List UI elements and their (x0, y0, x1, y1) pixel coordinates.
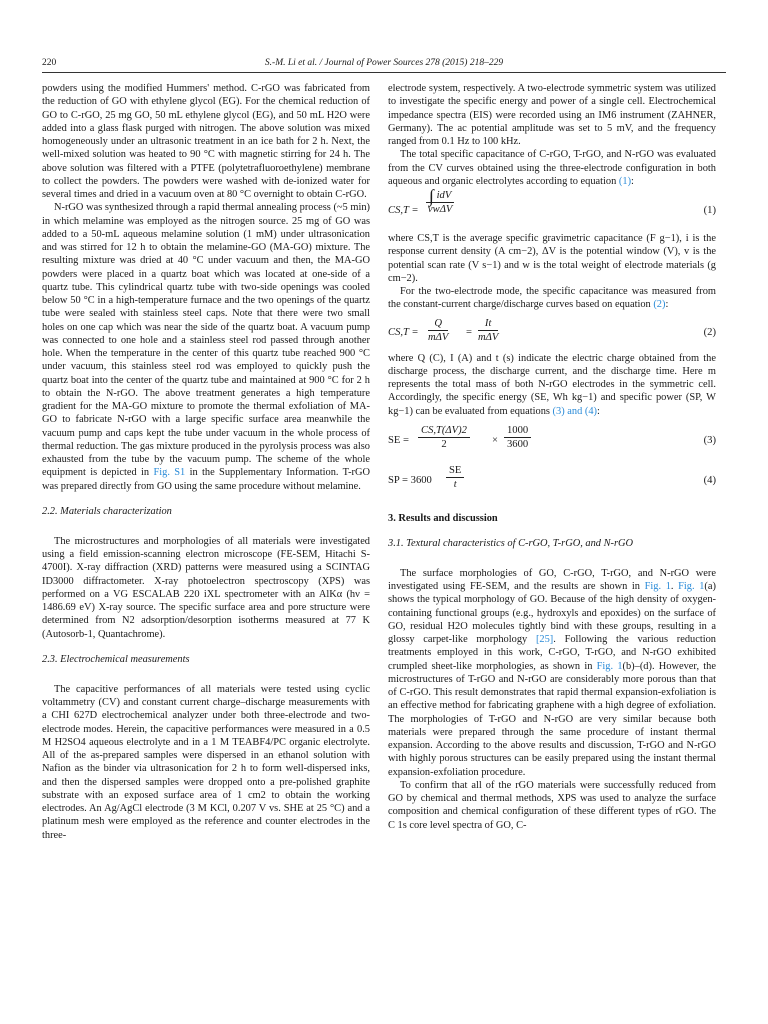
paragraph-text: The total specific capacitance of C-rGO, T-rGO, and N-rGO was evaluated from the CV curves obtained using the three-electrode configuration in both aqueous and organic electrolytes according to equation (388, 149, 716, 187)
equations-3-4-link[interactable]: (3) and (4) (552, 405, 597, 417)
equation-fraction (446, 465, 464, 491)
equation-fraction (504, 425, 531, 451)
paragraph-morphology: The surface morphologies of GO, C-rGO, T-rGO, and N-rGO were investigated using FE-SEM, and the results are shown in Fig. 1. Fig. 1(a) shows the typical morphology of GO. Because of the high density of oxygen-containing functional groups (e.g., hydroxyls and epoxides) on the surface of GO, residual H2O molecules tightly bind with these groups, resulting in a glossy carpet-like morphology [25]. Following the various reduction treatments employed in this work, C-rGO, T-rGO, and N-rGO exhibited crumpled sheet-like morphologies, as shown in Fig. 1(b)–(d). However, the microstructures of T-rGO and N-rGO are considerably more porous than that of C-rGO. This result demonstrates that rapid thermal expansion-exfoliation is an effective method for fabricating graphene with a high degree of exfoliation. The morphologies of T-rGO and N-rGO are very similar because both materials were prepared through the same procedure of instant thermal expansion. According to the above results and discussion, T-rGO and N-rGO with highly porous structures can be easily prepared using the instant thermal expansion-exfoliation procedure. (388, 567, 716, 778)
paragraph-text: : (665, 299, 669, 311)
section-heading-2-3: 2.3. Electrochemical measurements (42, 653, 190, 665)
equation-number: (3) (703, 434, 716, 446)
equation-number: (1) (703, 205, 716, 216)
paragraph-characterization: The microstructures and morphologies of all materials were investigated using a field emission-scanning electron microscope (FE-SEM, Hitachi S-4700I). X-ray diffraction (XRD) patterns were measured using a SCINTAG ID3000 diffractometer. X-ray photoelectron spectroscopy (XPS) was performed on a VG ESCALAB 220 iXL spectrometer with an AlKα (hν = 1486.69 eV) X-ray source. The specific surface area and pore structure were determined from N2 adsorption/desorption isotherms measured at 77 K (Autosorb-1, Quantachrome). (42, 535, 370, 640)
equation-denominator: vwΔV (427, 204, 453, 215)
equation-numerator: CS,T(ΔV)2 (418, 425, 470, 438)
equation-2-link[interactable]: (2) (653, 299, 666, 311)
left-column (42, 82, 370, 842)
paragraph-capacitance (388, 148, 716, 188)
equation-1 (388, 188, 716, 232)
equation-denominator: 3600 (507, 438, 529, 450)
paragraph-two-electrode: electrode system, respectively. A two-electrode symmetric system was utilized to investigate the specific energy and power of a single cell. Electrochemical impedance spectra (EIS) were recorded using an IM6 instrument (ZAHNER, Germany). The ac potential amplitude was set to 5 mV, and the frequency ranged from 0.1 Hz to 100 kHz. (388, 83, 716, 147)
equation-denominator: mΔV (478, 331, 499, 343)
paragraph-electrochemical: The capacitive performances of all materials were tested using cyclic voltammetry (CV) and constant current charge–discharge measurements with a CHI 627D electrochemical analyzer under both three-electrode and two-electrode modes. Herein, the capacitive performances were measured in a 0.5 M H2SO4 aqueous electrolyte and in a 1 M TEABF4/PC organic electrolyte. All of the as-prepared samples were dispersed in an ethanol solution with Nafion as the binder via ultrasonication for 2 h to form well-dispersed inks, and then the dispersed samples were dropped onto a pre-polished graphite substrate with an exposed surface area of 1 cm2 to obtain the working electrodes. An Ag/AgCl electrode (3 M KCl, 0.207 V vs. SHE at 25 °C) and a platinum mesh were employed as the reference and counter electrodes in the three- (42, 683, 370, 841)
equation-numerator: SE (446, 465, 464, 478)
section-heading-3: 3. Results and discussion (388, 512, 498, 524)
paragraph-text: where Q (C), I (A) and t (s) indicate the electric charge obtained from the discharge process, the discharge current, and the discharge time. Here m represents the total mass of both N-rGO electrodes in the symmetric cell. Accordingly, the specific energy (SE, Wh kg−1) and specific power (SP, W kg−1) can be evaluated from equations (388, 352, 716, 417)
paragraph-variable-definitions: where CS,T is the average specific gravimetric capacitance (F g−1), i is the response current density (A cm−2), ΔV is the potential window (V), v is the potential scan rate (V s−1) and w is the total weight of electrode materials (g cm−2). (388, 233, 716, 284)
paragraph-two-electrode-mode (388, 285, 716, 312)
equation-1-link[interactable]: (1) (618, 175, 632, 187)
equation-4 (388, 460, 716, 500)
fig-1-link[interactable]: Fig. 1 (644, 581, 671, 592)
paragraph-text: For the two-electrode mode, the specific capacitance was measured from the constant-current charge/discharge curves based on equation (388, 286, 716, 311)
fig-s1-link[interactable]: Fig. S1 (153, 467, 186, 479)
paragraph-text: in the Supplementary Information. T-rGO was prepared directly from GO using the same procedure without melamine. (42, 467, 370, 492)
header-rule (42, 72, 726, 73)
page-number: 220 (42, 58, 57, 68)
paragraph-text: N-rGO was synthesized through a rapid thermal annealing process (~5 min) in which melamine was employed as the nitrogen source. 25 mg of GO was added to a 50-mL aqueous melamine solution (1 mM) under ultrasonication and was stirred for 12 h to obtain the melamine-GO (MA-GO) mixture. The resulting mixture was dried at 40 °C under vacuum and then, the MA-GO powders were placed in a quartz boat which was located at one-side of a quartz tube. This cylindrical quartz tube with two-side openings was cooled below 50 °C in a high-temperature furnace and the two openings of the quartz tube were sealed with stainless steel caps. Note that there were two small holes on one cap which was near the side of the quartz boat. A vacuum pump was connected to one hole and a stainless steel rod passed through another hole. When the temperature in the center of this quartz tube reached 900 °C under vacuum, this stainless steel rod was employed to quickly push the quartz boat into the center of the quartz tube and maintained at 900 °C for 2 h to obtain the N-rGO. The above treatment generates a high temperature gradient for the MA-GO mixture to promote the thermal exfoliation of MA-GO to fabricate N-rGO with a large specific surface area meanwhile the vacuum pump and caps kept the tube under vacuum in the whole process of thermal reduction. The gas mixture produced in the pyrolysis process was also exhausted from the tube by the vacuum pump. The scheme of the whole equipment is depicted in (42, 202, 370, 479)
equation-3: SE = $\frac{CS,T(\Delta V)2}{2}$ × $\frac{1000}{3600}$ (3) (388, 424, 716, 450)
paragraph-specific-energy (388, 352, 716, 418)
equation-lhs: SE = (388, 434, 409, 446)
equation-number: (2) (703, 326, 716, 338)
fig-1-link[interactable]: Fig. 1 (596, 660, 623, 672)
equation-numerator: It (478, 318, 498, 331)
equation-number: (4) (703, 474, 716, 486)
fig-1-link[interactable]: Fig. 1 (678, 581, 705, 592)
journal-citation: S.-M. Li et al. / Journal of Power Sources 278 (2015) 218–229 (264, 58, 504, 68)
paragraph-nrgo-synthesis (42, 201, 370, 493)
paragraph-text: : (631, 175, 634, 187)
equation-lhs: CS,T = (388, 326, 419, 338)
equation-denominator: mΔV (428, 331, 449, 343)
equation-numerator: 1000 (504, 425, 531, 438)
equation-fraction (428, 318, 448, 344)
equation-lhs: SP = 3600 (388, 474, 432, 486)
equation-lhs: CS,T = (388, 205, 419, 216)
equation-fraction (418, 425, 470, 451)
section-heading-3-1: 3.1. Textural characteristics of C-rGO, T-rGO, and N-rGO (388, 537, 634, 549)
equation-denominator: 2 (441, 438, 447, 450)
running-header (36, 56, 732, 70)
equation-numerator: ∫ idV (426, 190, 454, 203)
section-heading-2-2: 2.2. Materials characterization (42, 505, 172, 517)
equation-fraction (426, 186, 454, 216)
paragraph-xps: To confirm that all of the rGO materials were successfully reduced from GO by chemical and thermal methods, XPS was used to analyze the surface composition and chemical configuration of these different types of rGO. The C 1s core level spectra of GO, C- (388, 779, 716, 831)
reference-25-link[interactable]: [25] (535, 634, 554, 645)
equation-denominator: t (453, 478, 457, 490)
paragraph-text: : (596, 405, 600, 417)
right-column (388, 82, 716, 832)
equation-fraction (478, 318, 498, 344)
equation-2: CS,T = Q mΔV = It mΔV (2) (388, 317, 716, 343)
paragraph-crgo-synthesis: powders using the modified Hummers' method. C-rGO was fabricated from the reduction of GO with ethylene glycol (EG). For the chemical reduction of GO to C-rGO, 25 mg GO, 50 mL ethylene glycol (EG), and 50 mL H2O were added into a glass flask purged with nitrogen. The above solution was mixed homogeneously under an ultrasonic treatment in an ice bath for 2 h. Next, the well-mixed solution was heated to 90 °C with magnetic stirring for 24 h. The above solution was filtered with a PTFE (polytetrafluoroethylene) membrane to collect the powders. The powders were washed with de-ionized water for several times and dried in a vacuum oven at 80 °C overnight to obtain C-rGO. (42, 83, 370, 200)
equation-numerator: Q (428, 318, 448, 331)
